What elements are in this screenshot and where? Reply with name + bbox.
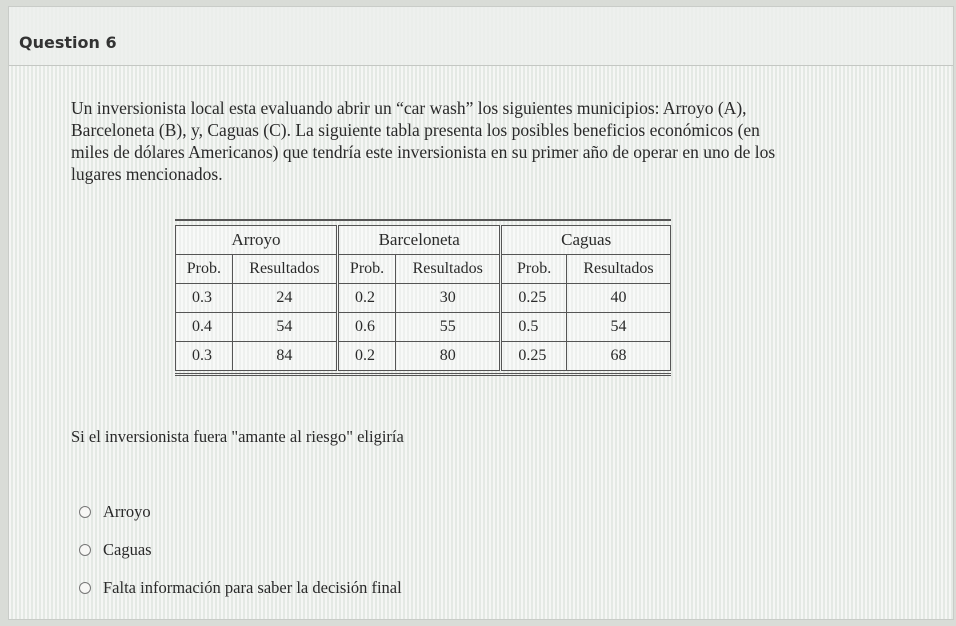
question-text: Un inversionista local esta evaluando abrir un “car wash” los siguientes municipios: Arroyo (A), Barceloneta (B), y, Caguas (C). La siguiente tabla presenta los posibles beneficios económicos (en miles de dólares Americanos) que tendría este inversionista en su primer año de operar en uno de los lugares mencionados. <box>71 98 776 184</box>
table-cell: 0.2 <box>338 342 396 371</box>
table-subheader-row <box>176 255 671 284</box>
subheader-resultados: Resultados <box>566 255 670 284</box>
table-row <box>176 284 671 313</box>
group-header-arroyo: Arroyo <box>176 226 338 255</box>
radio-button-icon[interactable] <box>79 582 91 594</box>
table-cell: 0.25 <box>501 342 567 371</box>
table-cell: 55 <box>396 313 501 342</box>
quiz-page <box>8 6 954 620</box>
table-row <box>176 342 671 371</box>
question-title: Question 6 <box>19 33 117 52</box>
option-label: Falta información para saber la decisión final <box>103 578 402 597</box>
table-row <box>176 313 671 342</box>
radio-button-icon[interactable] <box>79 506 91 518</box>
option-falta-informacion[interactable] <box>79 569 402 607</box>
table-cell: 0.5 <box>501 313 567 342</box>
table-group-header-row <box>176 226 671 255</box>
question-header <box>9 7 953 66</box>
option-label: Arroyo <box>103 502 151 521</box>
table-cell: 54 <box>232 313 337 342</box>
option-label: Caguas <box>103 540 152 559</box>
group-header-barceloneta: Barceloneta <box>338 226 501 255</box>
subheader-prob: Prob. <box>176 255 233 284</box>
subheader-resultados: Resultados <box>232 255 337 284</box>
payoff-table <box>175 225 671 371</box>
answer-options <box>79 493 402 607</box>
table-cell: 80 <box>396 342 501 371</box>
table-cell: 68 <box>566 342 670 371</box>
table-cell: 0.3 <box>176 284 233 313</box>
table-cell: 40 <box>566 284 670 313</box>
table-cell: 0.6 <box>338 313 396 342</box>
option-arroyo[interactable] <box>79 493 402 531</box>
table-cell: 0.25 <box>501 284 567 313</box>
table-cell: 84 <box>232 342 337 371</box>
option-caguas[interactable] <box>79 531 402 569</box>
payoff-table-container <box>175 219 671 376</box>
question-prompt: Si el inversionista fuera "amante al riesgo" eligiría <box>71 427 404 446</box>
radio-button-icon[interactable] <box>79 544 91 556</box>
table-cell: 0.2 <box>338 284 396 313</box>
table-cell: 30 <box>396 284 501 313</box>
table-cell: 0.3 <box>176 342 233 371</box>
table-cell: 54 <box>566 313 670 342</box>
table-cell: 0.4 <box>176 313 233 342</box>
subheader-prob: Prob. <box>501 255 567 284</box>
subheader-prob: Prob. <box>338 255 396 284</box>
table-cell: 24 <box>232 284 337 313</box>
subheader-resultados: Resultados <box>396 255 501 284</box>
group-header-caguas: Caguas <box>501 226 671 255</box>
